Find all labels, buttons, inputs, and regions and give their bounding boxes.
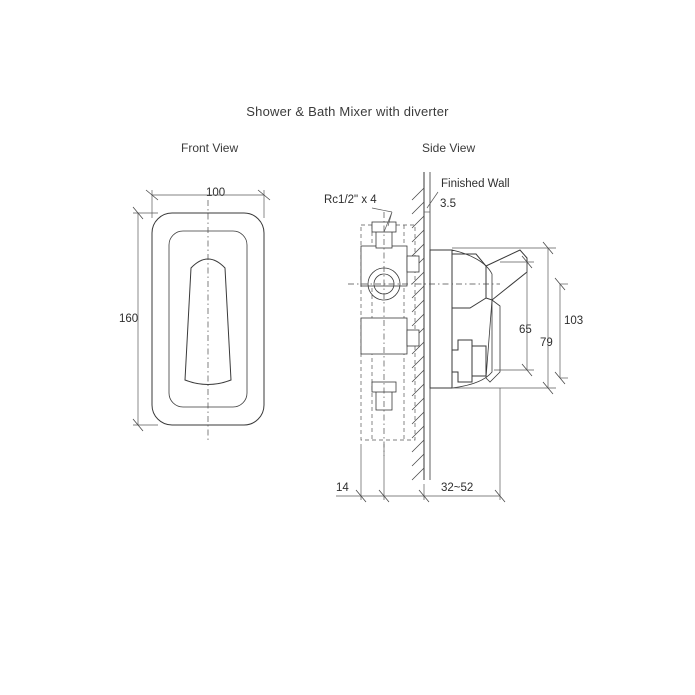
mixer-body-upper [452, 254, 486, 308]
thread-leader-line-2 [372, 208, 392, 212]
dim-trim-79: 79 [540, 337, 553, 349]
side-view-group [336, 172, 568, 502]
label-finished-wall: Finished Wall [441, 178, 510, 190]
dim-trim-103: 103 [564, 315, 584, 327]
label-thread: Rc1/2" x 4 [324, 194, 377, 206]
front-view-group [133, 190, 270, 440]
side-view-label: Side View [422, 141, 476, 155]
dim-body-depth: 14 [336, 482, 349, 494]
wall-leader-line [427, 192, 438, 208]
port-connector-upper [407, 256, 419, 272]
drawing-title: Shower & Bath Mixer with diverter [246, 104, 449, 119]
dim-wall-range: 32~52 [441, 482, 474, 494]
dim-front-width: 100 [206, 187, 226, 199]
trim-plate [430, 250, 452, 388]
dim-front-height: 160 [119, 313, 139, 325]
dim-handle-height: 65 [519, 324, 532, 336]
diverter-knob-cap [472, 346, 486, 376]
dim-wall-thickness: 3.5 [440, 198, 456, 210]
port-connector-lower [407, 330, 419, 346]
diverter-knob-base [452, 340, 472, 382]
front-view-label: Front View [181, 141, 239, 155]
